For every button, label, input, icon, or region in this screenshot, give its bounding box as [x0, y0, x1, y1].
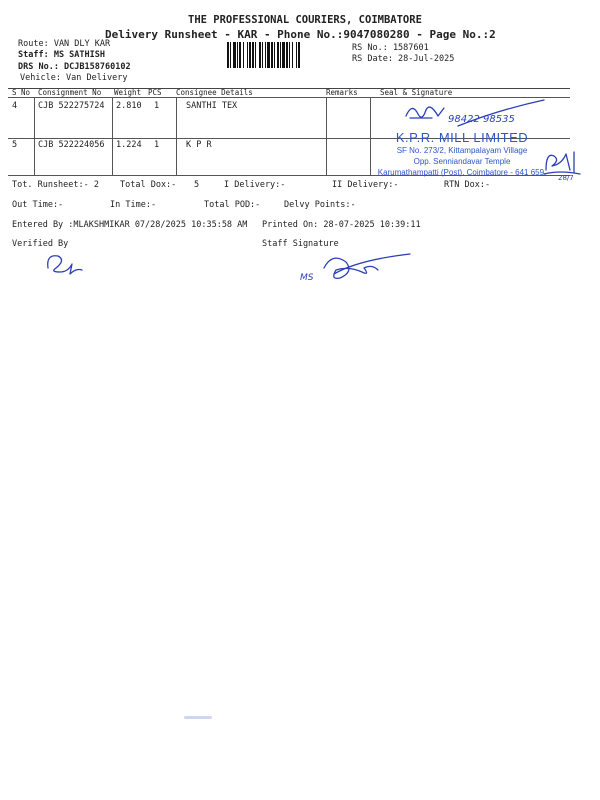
scan-mark: [184, 716, 212, 719]
ii-delivery: II Delivery:-: [332, 180, 399, 190]
signature-date: 28/7: [558, 174, 574, 182]
stamp-line3: Karumathampatti (Post), Coimbatore - 641 659.: [377, 168, 547, 177]
verifier-signature: [42, 250, 88, 276]
rs-date: RS Date: 28-Jul-2025: [352, 54, 455, 64]
in-time: In Time:-: [110, 200, 157, 210]
company-title: THE PROFESSIONAL COURIERS, COIMBATORE: [188, 14, 422, 26]
verified-by: Verified By: [12, 239, 69, 249]
row-consignee: SANTHI TEX: [186, 101, 238, 111]
staff-initials: MS: [300, 273, 314, 283]
barcode-bar: [277, 42, 279, 68]
row-consignee: K P R: [186, 140, 212, 150]
row-weight: 1.224: [116, 140, 142, 150]
total-dox-label: Total Dox:-: [120, 180, 177, 190]
row-sno: 5: [12, 140, 18, 150]
header-consignee: Consignee Details: [176, 88, 253, 97]
row-consignment: CJB 522224056: [38, 140, 105, 150]
barcode-bar: [289, 42, 290, 68]
barcode: [226, 42, 346, 68]
row-pcs: 1: [154, 101, 160, 111]
barcode-bar: [292, 42, 293, 68]
company-stamp: [372, 130, 552, 178]
signature-phone: 98422 98535: [448, 114, 515, 125]
header-remarks: Remarks: [326, 88, 358, 97]
barcode-bar: [267, 42, 270, 68]
barcode-bar: [274, 42, 275, 68]
barcode-bar: [262, 42, 263, 68]
out-time: Out Time:-: [12, 200, 64, 210]
header-seal: Seal & Signature: [380, 88, 453, 97]
stamp-line1: SF No. 273/2, Kittampalayam Village: [396, 146, 528, 155]
drs-label: DRS No.: DCJB158760102: [18, 62, 131, 72]
runsheet-title: Delivery Runsheet - KAR - Phone No.:9047080280 - Page No.:2: [105, 28, 496, 41]
barcode-bar: [249, 42, 251, 68]
total-pod: Total POD:-: [204, 200, 261, 210]
row-weight: 2.810: [116, 101, 142, 111]
barcode-bar: [227, 42, 229, 68]
header-sno: S No: [12, 88, 31, 97]
rs-no: RS No.: 1587601: [352, 43, 429, 53]
rtn-dox: RTN Dox:-: [444, 180, 491, 190]
barcode-bar: [282, 42, 285, 68]
barcode-bar: [259, 42, 261, 68]
barcode-bar: [280, 42, 281, 68]
printed-on: Printed On: 28-07-2025 10:39:11: [262, 220, 421, 230]
entered-by: Entered By :MLAKSHMIKAR 07/28/2025 10:35:58 AM: [12, 220, 248, 230]
row-consignment: CJB 522275724: [38, 101, 105, 111]
delvy-points: Delvy Points:-: [284, 200, 356, 210]
row-pcs: 1: [154, 140, 160, 150]
barcode-bar: [247, 42, 248, 68]
consignee-signature: [398, 96, 548, 130]
i-delivery: I Delivery:-: [224, 180, 286, 190]
barcode-bar: [298, 42, 300, 68]
header-consignment: Consignment No: [38, 88, 102, 97]
barcode-bar: [271, 42, 273, 68]
barcode-bar: [243, 42, 244, 68]
total-dox-value: 5: [194, 180, 200, 190]
barcode-bar: [233, 42, 236, 68]
barcode-bar: [265, 42, 266, 68]
staff-signature: [298, 248, 413, 288]
header-pcs: PCS: [148, 88, 162, 97]
header-weight: Weight: [114, 88, 142, 97]
date-signature: [540, 148, 588, 182]
row-sno: 4: [12, 101, 18, 111]
staff-label: Staff: MS SATHISH: [18, 50, 105, 60]
barcode-bar: [230, 42, 231, 68]
barcode-bar: [237, 42, 238, 68]
barcode-bar: [255, 42, 256, 68]
tot-runsheet: Tot. Runsheet:- 2: [12, 180, 99, 190]
barcode-bar: [239, 42, 241, 68]
stamp-line2: Opp. Senniandavar Temple: [413, 157, 511, 166]
vehicle-label: Vehicle: Van Delivery: [20, 73, 128, 83]
route-label: Route: VAN DLY KAR: [18, 39, 111, 49]
barcode-bar: [286, 42, 288, 68]
staff-signature-label: Staff Signature: [262, 239, 339, 249]
stamp-company: K.P.R. MILL LIMITED: [395, 130, 529, 145]
barcode-bar: [252, 42, 254, 68]
barcode-bar: [296, 42, 297, 68]
